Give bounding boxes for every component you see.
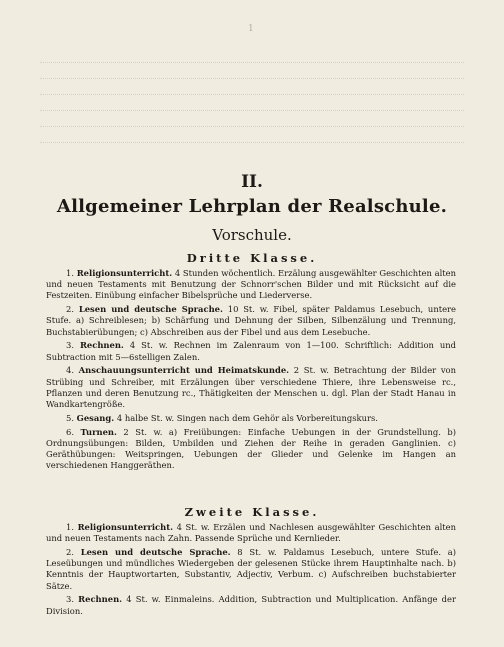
item-text: 8 St. w. Paldamus Lesebuch, untere Stufe. a) Leseübungen und mündliches Wiedergeben der gelesenen Stücke ihrem Hauptinhalte nach. b) Kenntnis der Hauptwortarten, Substantiv, Adjectiv, Verbum. c) Aufschreiben buchstabierter Sätze. <box>46 547 456 591</box>
list-item <box>46 365 456 410</box>
item-subject: Anschauungsunterricht und Heimatskunde. <box>78 365 290 376</box>
list-item <box>46 427 456 472</box>
zweite-klasse-items <box>46 522 456 619</box>
class-heading-zweite: Zweite Klasse. <box>184 505 320 519</box>
bleed-through-line <box>40 94 464 95</box>
item-text: 10 St. w. Fibel, später Paldamus Lesebuch, untere Stufe. a) Schreiblesen; b) Schärfung und Dehnung der Silben, Silbenzälung und Trennung, Buchstabierübungen; c) Abschreiben aus der Fibel und aus dem Lesebuche. <box>46 304 456 337</box>
section-number: II. <box>241 172 263 192</box>
list-item <box>46 304 456 338</box>
item-subject: Rechnen. <box>78 594 123 605</box>
bleed-through-line <box>40 142 464 143</box>
item-text: 2 St. w. a) Freiübungen: Einfache Uebungen in der Grundstellung. b) Ordnungsübungen: Bilden, Umbilden und Ziehen der Reihe in geraden Ganglinien. c) Geräthübungen: Weitspringen, Uebungen der Glieder und Gelenke im Hangen an verschiedenen Hanggeräthen. <box>46 426 457 471</box>
dritte-klasse-items <box>46 268 456 474</box>
item-text: 2 St. w. Betrachtung der Bilder von Strübing und Schreiber, mit Erzälungen über verschiedene Thiere, ihre Lebensweise rc., Pflanzen und deren Benutzung rc., Thätigkeiten der Menschen u. dgl. Plan der Stadt Hanau in Wandkartengröße. <box>46 365 456 410</box>
bleed-through-line <box>40 110 464 111</box>
item-text: 4 St. w. Erzälen und Nachlesen ausgewählter Geschichten alten und neuen Testaments nach Zahn. Passende Sprüche und Kernlieder. <box>46 522 456 544</box>
item-number: 5. <box>66 412 74 423</box>
item-number: 1. <box>66 522 74 532</box>
list-item <box>46 340 456 362</box>
item-number: 1. <box>66 268 74 278</box>
item-number: 2. <box>66 547 74 557</box>
class-heading-dritte: Dritte Klasse. <box>186 251 318 265</box>
item-text: 4 St. w. Rechnen im Zalenraum von 1—100. Schriftlich: Addition und Subtraction mit 5—6stelligen Zalen. <box>46 340 456 362</box>
bleed-through-line <box>40 126 464 127</box>
item-number: 4. <box>66 365 74 376</box>
item-text: 4 halbe St. w. Singen nach dem Gehör als Vorbereitungskurs. <box>116 412 378 423</box>
page-mark: 1 <box>248 24 254 34</box>
item-subject: Rechnen. <box>79 340 124 351</box>
list-item <box>46 547 456 592</box>
item-subject: Religionsunterricht. <box>76 268 173 278</box>
item-number: 3. <box>66 340 74 351</box>
item-number: 3. <box>66 594 74 605</box>
item-text: 4 St. w. Einmaleins. Addition, Subtraction und Multiplication. Anfänge der Division. <box>46 594 456 616</box>
item-subject: Gesang. <box>76 412 115 423</box>
item-subject: Lesen und deutsche Sprache. <box>78 304 223 315</box>
item-number: 6. <box>66 426 74 437</box>
item-subject: Religionsunterricht. <box>77 522 174 532</box>
list-item <box>46 268 456 302</box>
item-subject: Lesen und deutsche Sprache. <box>80 547 231 557</box>
bleed-through-line <box>40 78 464 79</box>
item-number: 2. <box>66 304 74 315</box>
list-item <box>46 413 456 424</box>
list-item <box>46 594 456 616</box>
page-title: Allgemeiner Lehrplan der Realschule. <box>56 196 448 217</box>
item-text: 4 Stunden wöchentlich. Erzälung ausgewählter Geschichten alten und neuen Testaments mit Benutzung der Schnorr'schen Bilder und mit Rücksicht auf die Festzeiten. Einübung einfacher Bibelsprüche und Liederverse. <box>46 268 456 301</box>
list-item <box>46 522 456 544</box>
bleed-through-line <box>40 62 464 63</box>
section-subtitle: Vorschule. <box>212 226 292 244</box>
item-subject: Turnen. <box>80 426 117 437</box>
